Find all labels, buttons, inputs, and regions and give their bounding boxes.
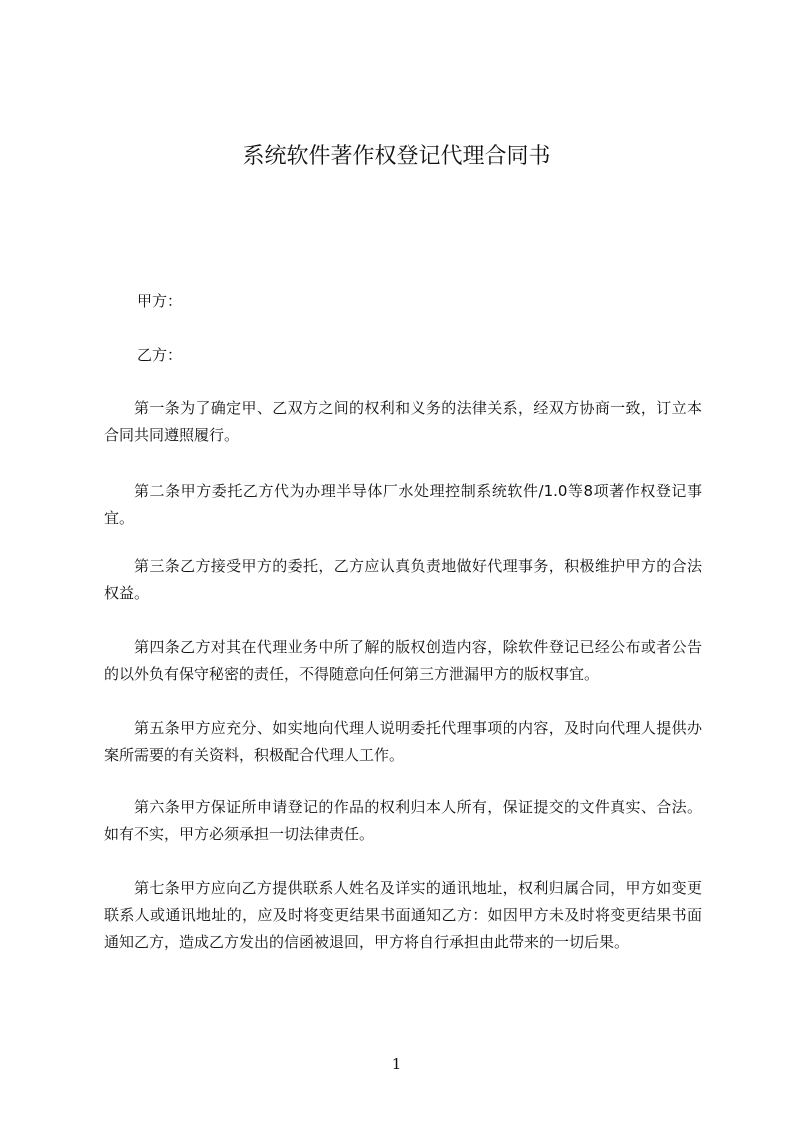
article-6: 第六条甲方保证所申请登记的作品的权利归本人所有，保证提交的文件真实、合法。如有不实，甲方必须承担一切法律责任。: [104, 798, 702, 843]
article-1: 第一条为了确定甲、乙双方之间的权利和义务的法律关系，经双方协商一致，订立本合同共同遵照履行。: [104, 399, 702, 444]
article-4: 第四条乙方对其在代理业务中所了解的版权创造内容，除软件登记已经公布或者公告的以外负有保守秘密的责任，不得随意向任何第三方泄漏甲方的版权事宜。: [104, 638, 702, 683]
party-b-label: 乙方：: [137, 346, 183, 364]
article-7: 第七条甲方应向乙方提供联系人姓名及详实的通讯地址，权利归属合同，甲方如变更联系人或通讯地址的，应及时将变更结果书面通知乙方：如因甲方未及时将变更结果书面通知乙方，造成乙方发出的信函被退回，甲方将自行承担由此带来的一切后果。: [104, 879, 702, 951]
article-3: 第三条乙方接受甲方的委托，乙方应认真负责地做好代理事务，积极维护甲方的合法权益。: [104, 557, 702, 602]
document-title: 系统软件著作权登记代理合同书: [242, 144, 551, 169]
article-2: 第二条甲方委托乙方代为办理半导体厂水处理控制系统软件/1.0等8项著作权登记事宜。: [104, 482, 702, 527]
article-5: 第五条甲方应充分、如实地向代理人说明委托代理事项的内容，及时向代理人提供办案所需要的有关资料，积极配合代理人工作。: [104, 719, 702, 764]
page-number: 1: [391, 1055, 402, 1073]
party-a-label: 甲方：: [137, 292, 183, 310]
